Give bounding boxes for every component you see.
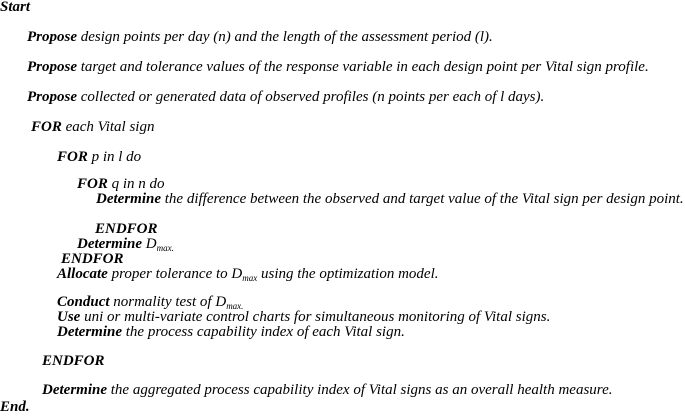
step-text: p in l do bbox=[87, 149, 142, 165]
step-text: target and tolerance values of the response variable in each design point per Vital sign profile. bbox=[77, 59, 649, 75]
endfor-p: ENDFOR bbox=[61, 251, 124, 267]
keyword: Propose bbox=[27, 29, 77, 45]
keyword: Conduct bbox=[57, 294, 110, 310]
step-text: design points per day (n) and the length of the assessment period (l). bbox=[77, 29, 493, 45]
for-q-loop bbox=[77, 177, 165, 191]
for-each-vital-sign bbox=[31, 120, 154, 134]
step-text-tail: using the optimization model. bbox=[257, 266, 439, 282]
step-determine-pci bbox=[57, 325, 405, 339]
keyword: FOR bbox=[57, 149, 88, 165]
endfor-vital: ENDFOR bbox=[42, 353, 105, 369]
subscript: max bbox=[242, 273, 258, 283]
step-text: the aggregated process capability index of Vital signs as an overall health measure. bbox=[107, 382, 613, 398]
start-label: Start bbox=[0, 0, 31, 15]
step-allocate bbox=[57, 267, 439, 281]
step-propose-data bbox=[27, 90, 544, 104]
step-text: uni or multi-variate control charts for simultaneous monitoring of Vital signs. bbox=[80, 309, 551, 325]
step-propose-design-points bbox=[27, 30, 493, 44]
step-text: D bbox=[142, 236, 157, 252]
keyword: Determine bbox=[77, 236, 142, 252]
keyword: FOR bbox=[31, 119, 62, 135]
keyword: Propose bbox=[27, 89, 77, 105]
keyword: Use bbox=[57, 309, 81, 325]
step-text: proper tolerance to D bbox=[107, 266, 243, 282]
step-determine-dmax bbox=[77, 237, 174, 251]
for-p-loop bbox=[57, 150, 141, 164]
keyword: Propose bbox=[27, 59, 77, 75]
step-text: the difference between the observed and target value of the Vital sign per design point. bbox=[161, 191, 684, 207]
step-propose-target bbox=[27, 60, 649, 74]
step-text: collected or generated data of observed profiles (n points per each of l days). bbox=[77, 89, 545, 105]
step-text: q in n do bbox=[107, 176, 165, 192]
step-use bbox=[57, 310, 550, 324]
keyword: Determine bbox=[42, 382, 107, 398]
subscript: max. bbox=[156, 243, 174, 253]
step-determine-difference bbox=[96, 192, 684, 206]
keyword: Allocate bbox=[57, 266, 108, 282]
keyword: Determine bbox=[96, 191, 161, 207]
step-conduct bbox=[57, 295, 243, 309]
step-text: the process capability index of each Vital sign. bbox=[122, 324, 405, 340]
step-text: normality test of D bbox=[109, 294, 227, 310]
end-label: End. bbox=[0, 399, 30, 415]
keyword: FOR bbox=[77, 176, 108, 192]
endfor-q: ENDFOR bbox=[95, 221, 158, 237]
keyword: Determine bbox=[57, 324, 122, 340]
step-determine-aggregated bbox=[42, 383, 612, 397]
step-text: each Vital sign bbox=[61, 119, 155, 135]
subscript: max. bbox=[226, 301, 244, 311]
